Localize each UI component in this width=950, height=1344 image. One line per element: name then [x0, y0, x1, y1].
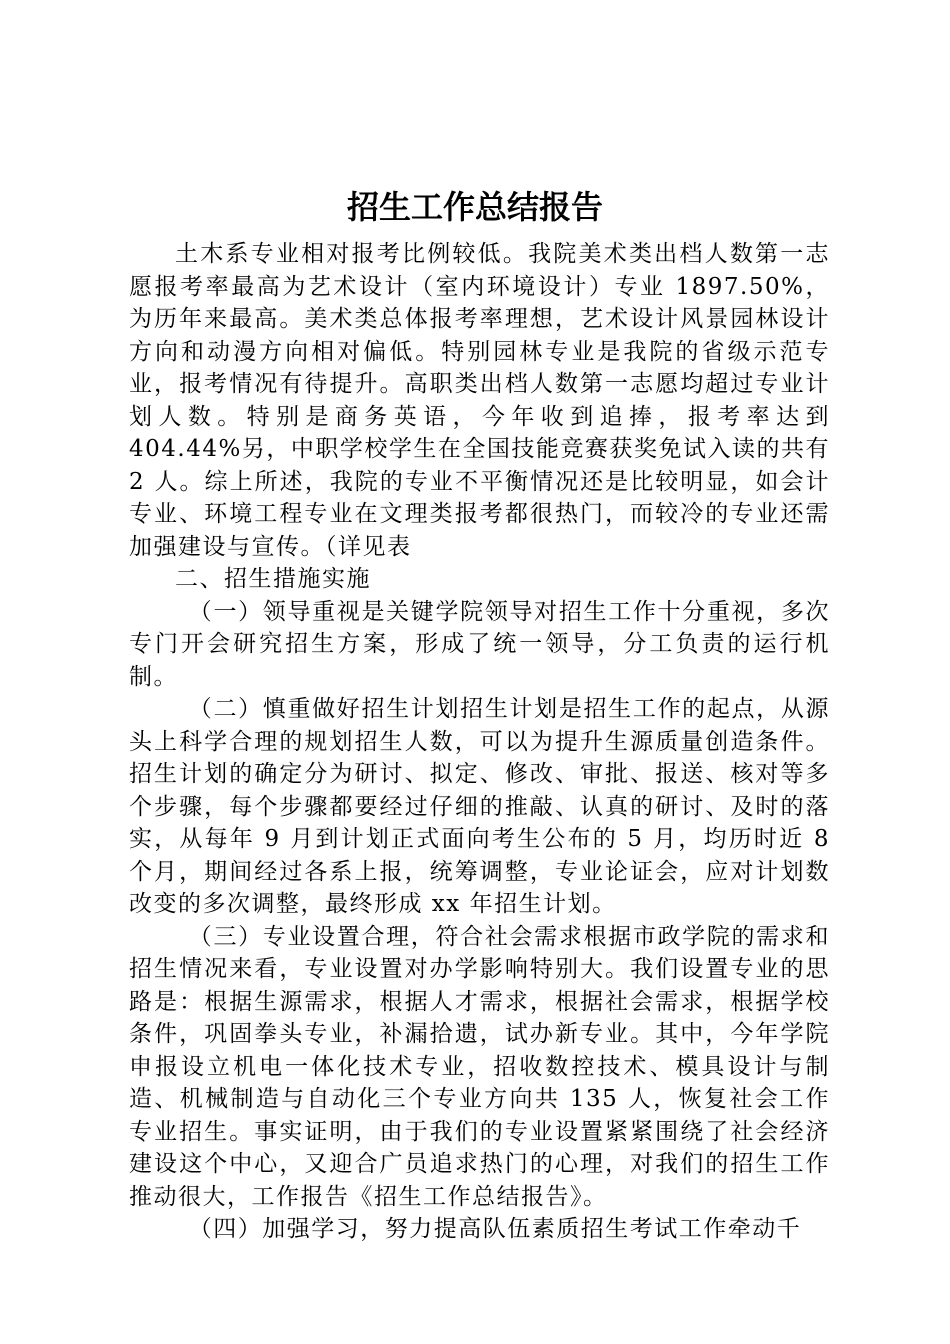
paragraph-enrollment-plan: （二）慎重做好招生计划招生计划是招生工作的起点，从源头上科学合理的规划招生人数，可以为提升生源质量创造条件。招生计划的确定分为研讨、拟定、修改、审批、报送、核对等多个步骤，每个步骤都要经过仔细的推敲、认真的研讨、及时的落实，从每年 9 月到计划正式面向考生公布的 5 月，均历时近 8 个月，期间经过各系上报，统筹调整，专业论证会，应对计划数改变的多次调整，最终形成 xx 年招生计划。 — [129, 696, 830, 917]
paragraph-major-setting: （三）专业设置合理，符合社会需求根据市政学院的需求和招生情况来看，专业设置对办学影响特别大。我们设置专业的思路是：根据生源需求，根据人才需求，根据社会需求，根据学校条件，巩固拳头专业，补漏拾遗，试办新专业。其中，今年学院申报设立机电一体化技术专业，招收数控技术、模具设计与制造、机械制造与自动化三个专业方向共 135 人，恢复社会工作专业招生。事实证明，由于我们的专业设置紧紧围绕了社会经济建设这个中心，又迎合广员追求热门的心理，对我们的招生工作推动很大，工作报告《招生工作总结报告》。 — [129, 923, 830, 1210]
paragraph-leadership: （一）领导重视是关键学院领导对招生工作十分重视，多次专门开会研究招生方案，形成了统一领导，分工负责的运行机制。 — [129, 598, 830, 690]
paragraph-team-training: （四）加强学习，努力提高队伍素质招生考试工作牵动千 — [188, 1216, 802, 1242]
document-body — [129, 238, 830, 1246]
paragraph-enrollment-overview: 土木系专业相对报考比例较低。我院美术类出档人数第一志愿报考率最高为艺术设计（室内环境设计）专业 1897.50%，为历年来最高。美术类总体报考率理想，艺术设计风景园林设计方向和动漫方向相对偏低。特别园林专业是我院的省级示范专业，报考情况有待提升。高职类出档人数第一志愿均超过专业计划人数。特别是商务英语，今年收到追捧，报考率达到 404.44%另，中职学校学生在全国技能竞赛获奖免试入读的共有 2 人。综上所述，我院的专业不平衡情况还是比较明显，如会计专业、环境工程专业在文理类报考都很热门，而较冷的专业还需加强建设与宣传。（详见表 — [129, 241, 830, 560]
document-title: 招生工作总结报告 — [346, 188, 603, 226]
section-heading-measures: 二、招生措施实施 — [175, 566, 371, 592]
